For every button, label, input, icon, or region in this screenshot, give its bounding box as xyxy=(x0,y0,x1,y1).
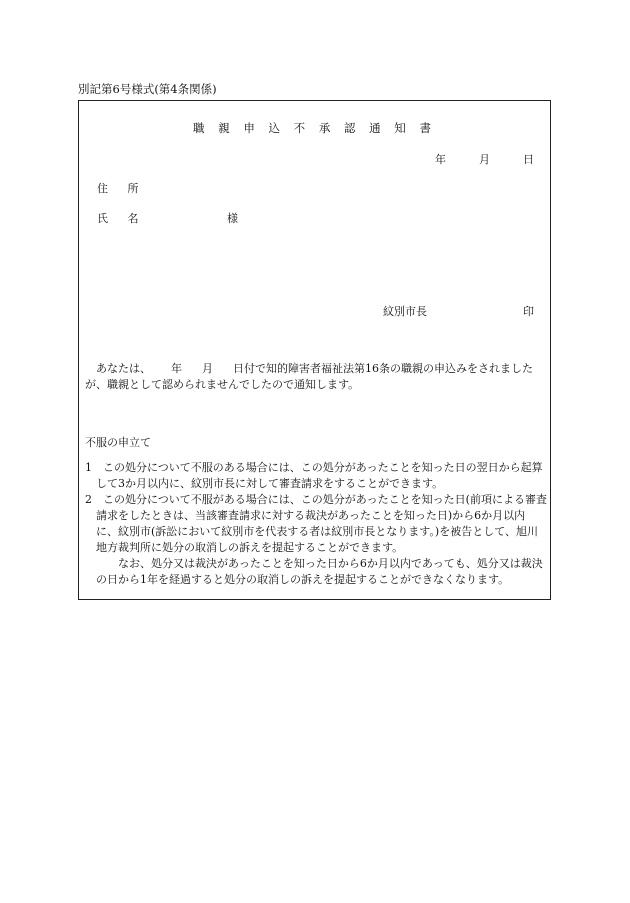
body-rest: 日付で知的障害者福祉法第16条の職親の申込みをされましたが、職親として認められませんでしたので通知します。 xyxy=(85,362,533,391)
body-month: 月 xyxy=(202,362,213,375)
date-day: 日 xyxy=(523,153,534,166)
name-label: 氏 名 xyxy=(97,212,147,225)
body-year: 年 xyxy=(171,362,182,375)
honorific: 様 xyxy=(227,212,238,225)
objection-heading: 不服の申立て xyxy=(85,436,151,449)
date-year: 年 xyxy=(435,153,446,166)
objection-note: なお、処分又は裁決があったことを知った日から6か月以内であっても、処分又は裁決の日から1年を経過すると処分の取消しの訴えを提起することができなくなります。 xyxy=(96,556,543,586)
form-number-label: 別記第6号様式(第4条関係) xyxy=(78,82,217,96)
seal-mark: 印 xyxy=(523,305,534,318)
address-label: 住 所 xyxy=(97,182,147,195)
date-line xyxy=(435,153,534,168)
body-intro: あなたは、 xyxy=(96,362,151,375)
notice-frame xyxy=(78,100,551,600)
issuer-name: 紋別市長 xyxy=(383,305,427,318)
objection-list xyxy=(85,460,547,588)
objection-item-1: 1 この処分について不服のある場合には、この処分があったことを知った日の翌日から起算して3か月以内に、紋別市長に対して審査請求をすることができます。 xyxy=(85,461,543,490)
date-month: 月 xyxy=(479,153,490,166)
document-title: 職 親 申 込 不 承 認 通 知 書 xyxy=(193,121,436,135)
notice-body xyxy=(85,361,545,393)
objection-item-2: 2 この処分について不服がある場合には、この処分があったことを知った日(前項による審査請求をしたときは、当該審査請求に対する裁決があったことを知った日)から6か月以内に、紋別市(訴訟において紋別市を代表する者は紋別市長となります。)を被告として、旭川地方裁判所に処分の取消しの訴えを提起することができます。 xyxy=(85,492,547,554)
